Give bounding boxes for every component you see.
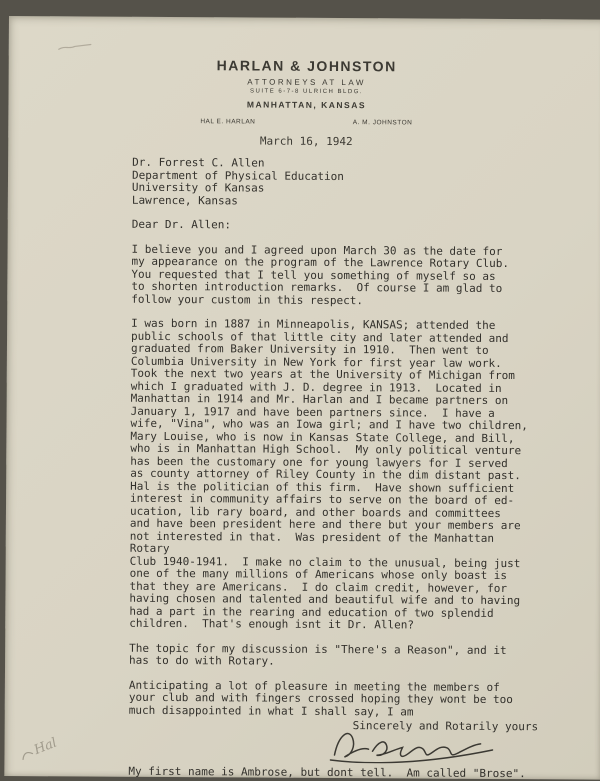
date-line: March 16, 1942 — [259, 134, 353, 149]
recipient-line: University of Kansas — [131, 180, 265, 195]
paragraph-1: I believe you and I agreed upon March 30 as the date for my appearance on the program of the Lawrence Rotary Club. You requested that I tell you something of myself so as to shorten introduction remarks. Of course I am glad to follow your custom in this respect. — [131, 242, 510, 307]
partner-names — [200, 118, 412, 126]
partner-right: A. M. JOHNSTON — [352, 119, 413, 127]
paragraph-3: The topic for my discussion is "There's a Reason", and it has to do with Rotary. — [129, 641, 507, 668]
letterhead-suite: SUITE 6-7-8 ULRICH BLDG. — [250, 88, 364, 96]
recipient-address — [132, 157, 537, 209]
recipient-line: Dr. Forrest C. Allen — [132, 155, 265, 170]
paragraph-4: Anticipating a lot of pleasure in meeting the members of your club and with fingers crossed hoping they wont be too much disappointed in what I shall say, I am — [128, 678, 513, 718]
postscript: My first name is Ambrose, but dont tell. Am called "Brose". — [128, 764, 526, 780]
firm-name: HARLAN & JOHNSTON — [216, 57, 397, 75]
pencil-note-text: Hal — [32, 735, 60, 758]
letterhead-subtitle: ATTORNEYS AT LAW — [247, 77, 366, 88]
closing-line: Sincerely and Rotarily yours — [352, 719, 539, 734]
signature-icon — [326, 722, 506, 763]
letter-body — [128, 157, 537, 780]
salutation: Dear Dr. Allen: — [131, 217, 232, 232]
letter-paper — [4, 16, 600, 780]
signature-scribble — [326, 722, 506, 763]
partner-left: HAL E. HARLAN — [200, 118, 256, 126]
recipient-line: Lawrence, Kansas — [131, 193, 238, 207]
letterhead — [8, 16, 600, 150]
paragraph-2: I was born in 1887 in Minneapolis, KANSAS; attended the public schools of that little city and later attended and graduated from Baker University in 1910. Then went to Columbia University in New York for first year law work. Took the next two years at the University of Michigan from which I graduated with J. D. degree in 1913. Located in Manhattan in 1914 and Mr. Harlan and I became partners on January 1, 1917 and have been partners since. I have a wife, "Vina", who was an Iowa girl; and I have two children, Mary Louise, who is now in Kansas State College, and Bill, who is in Manhattan High School. My only political venture has been the customary one for young lawyers for I served as county attorney of Riley County in the dim distant past. Hal is the politician of this firm. Have shown sufficient interest in community affairs to serve on the board of ed- ucation, lib rary board, and other boards and committees and have been president here and there but your members are not interested in that. Was president of the Manhattan Rotary Club 1940-1941. I make no claim to the unusual, being just one of the many millions of Americans whose only boast is that they are Americans. I do claim credit, however, for having chosen and talented and beautiful wife and to having had a part in the rearing and education of two splendid children. That's enough isnt it Dr. Allen? — [129, 316, 528, 632]
pencil-mark-icon — [57, 40, 97, 54]
recipient-line: Department of Physical Education — [131, 168, 344, 183]
letterhead-city: MANHATTAN, KANSAS — [246, 99, 367, 111]
pencil-note-hal — [17, 735, 59, 763]
